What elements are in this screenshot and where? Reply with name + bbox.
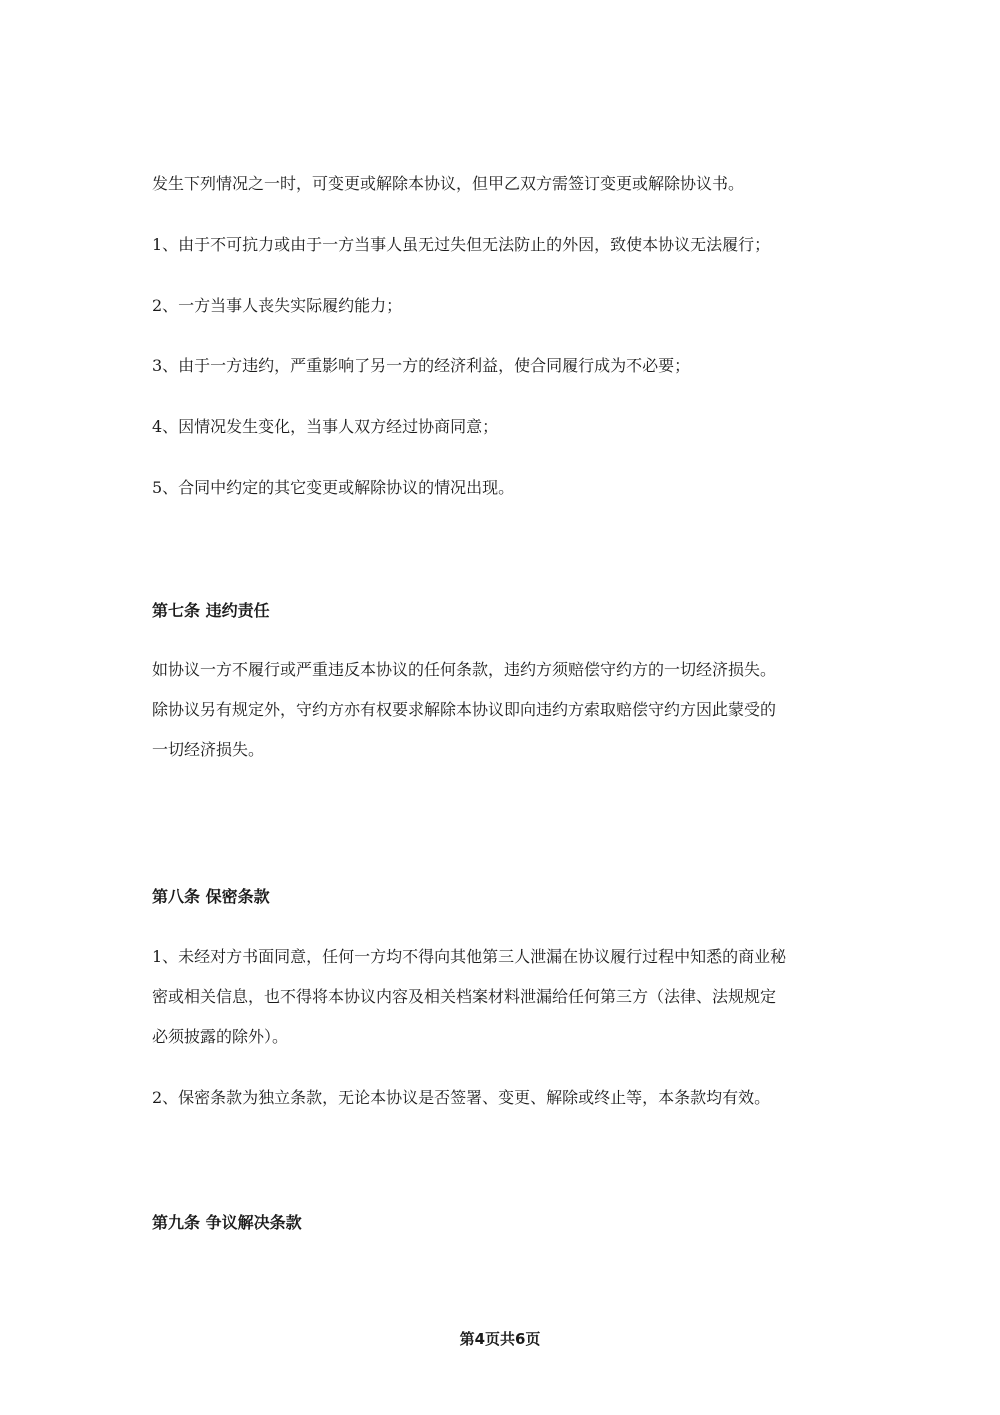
breach-line-3: 一切经济损失。 bbox=[152, 740, 265, 759]
change-item-2: 2、一方当事人丧失实际履约能力； bbox=[152, 296, 403, 315]
confidentiality-item-2: 2、保密条款为独立条款，无论本协议是否签署、变更、解除或终止等，本条款均有效。 bbox=[152, 1088, 771, 1107]
breach-line-2: 除协议另有规定外，守约方亦有权要求解除本协议即向违约方索取赔偿守约方因此蒙受的 bbox=[152, 700, 777, 719]
page-number: 第4页共6页 bbox=[459, 1330, 541, 1348]
confidentiality-item-1-line-3: 必须披露的除外）。 bbox=[152, 1027, 289, 1046]
change-intro: 发生下列情况之一时，可变更或解除本协议，但甲乙双方需签订变更或解除协议书。 bbox=[152, 174, 745, 193]
confidentiality-heading: 第八条 保密条款 bbox=[152, 887, 270, 906]
change-item-3: 3、由于一方违约，严重影响了另一方的经济利益，使合同履行成为不必要； bbox=[152, 356, 691, 375]
change-item-4: 4、因情况发生变化，当事人双方经过协商同意； bbox=[152, 417, 499, 436]
breach-line-1: 如协议一方不履行或严重违反本协议的任何条款，违约方须赔偿守约方的一切经济损失。 bbox=[152, 660, 777, 679]
dispute-heading: 第九条 争议解决条款 bbox=[152, 1213, 302, 1232]
change-item-1: 1、由于不可抗力或由于一方当事人虽无过失但无法防止的外因，致使本协议无法履行； bbox=[152, 235, 771, 254]
breach-heading: 第七条 违约责任 bbox=[152, 601, 270, 620]
confidentiality-item-1-line-2: 密或相关信息，也不得将本协议内容及相关档案材料泄漏给任何第三方（法律、法规规定 bbox=[152, 987, 777, 1006]
change-item-5: 5、合同中约定的其它变更或解除协议的情况出现。 bbox=[152, 478, 515, 497]
confidentiality-item-1-line-1: 1、未经对方书面同意，任何一方均不得向其他第三人泄漏在协议履行过程中知悉的商业秘 bbox=[152, 947, 787, 966]
